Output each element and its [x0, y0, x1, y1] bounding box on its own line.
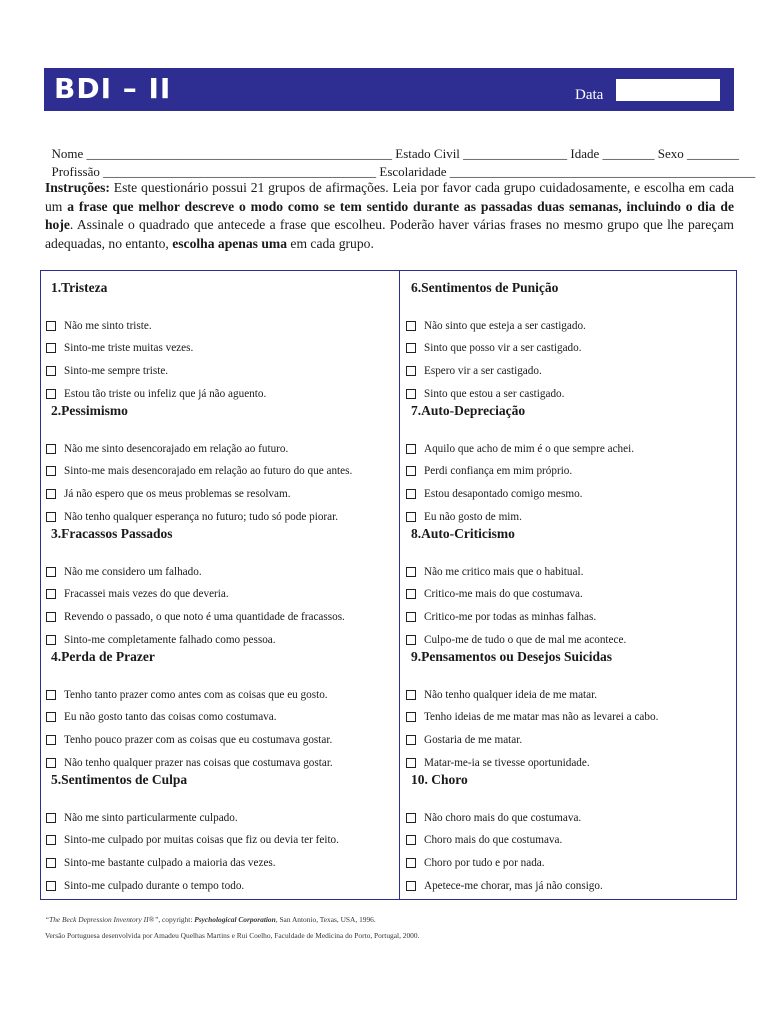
answer-option[interactable] — [406, 755, 590, 771]
answer-option-label: Tenho pouco prazer com as coisas que eu costumava gostar. — [64, 734, 333, 746]
answer-option-label: Sinto que posso vir a ser castigado. — [424, 342, 582, 354]
answer-option[interactable] — [406, 441, 634, 457]
form-title: BDI – II — [54, 72, 172, 105]
answer-option-label: Não sinto que esteja a ser castigado. — [424, 320, 586, 332]
answer-option[interactable] — [46, 732, 332, 748]
answer-option[interactable] — [46, 564, 202, 580]
checkbox[interactable] — [46, 858, 56, 868]
civil-status-field[interactable]: ________________ — [463, 146, 568, 161]
education-label: Escolaridade — [376, 164, 450, 179]
answer-option-label: Sinto que estou a ser castigado. — [424, 388, 565, 400]
answer-option-label: Não me critico mais que o habitual. — [424, 566, 584, 578]
answer-option-label: Eu não gosto tanto das coisas como costumava. — [64, 711, 277, 723]
answer-option-label: Sinto-me mais desencorajado em relação ao futuro do que antes. — [64, 465, 353, 477]
checkbox[interactable] — [406, 635, 416, 645]
checkbox[interactable] — [406, 589, 416, 599]
question-group-title: 3.Fracassos Passados — [51, 526, 173, 541]
answer-option-label: Não me sinto particularmente culpado. — [64, 812, 238, 824]
checkbox[interactable] — [406, 343, 416, 353]
checkbox[interactable] — [46, 813, 56, 823]
instructions — [45, 179, 734, 253]
answer-option-label: Sinto-me culpado por muitas coisas que fiz ou devia ter feito. — [64, 834, 339, 846]
footer-inventory-name: “The Beck Depression Inventory II®” — [45, 915, 159, 924]
answer-option[interactable] — [46, 318, 152, 334]
profession-field[interactable]: __________________________________________ — [103, 164, 377, 179]
answer-option-label: Eu não gosto de mim. — [424, 511, 522, 523]
checkbox[interactable] — [46, 735, 56, 745]
answer-option[interactable] — [406, 810, 581, 826]
footer-copyright — [45, 915, 376, 924]
answer-option[interactable] — [46, 586, 229, 602]
answer-option[interactable] — [46, 810, 238, 826]
answer-option[interactable] — [406, 363, 542, 379]
answer-option[interactable] — [46, 878, 244, 894]
answer-option-label: Sinto-me completamente falhado como pessoa. — [64, 634, 276, 646]
answer-option[interactable] — [46, 632, 276, 648]
footer-translation: Versão Portuguesa desenvolvida por Amadeu Quelhas Martins e Rui Coelho, Faculdade de Medicina do Porto, Portugal, 2000. — [45, 931, 420, 940]
answer-option[interactable] — [406, 509, 522, 525]
answer-option-label: Sinto-me triste muitas vezes. — [64, 342, 194, 354]
answer-option-label: Não tenho qualquer esperança no futuro; tudo só pode piorar. — [64, 511, 339, 523]
answer-option-label: Sinto-me sempre triste. — [64, 365, 169, 377]
answer-option-label: Aquilo que acho de mim é o que sempre achei. — [424, 443, 635, 455]
question-group-title: 7.Auto-Depreciação — [411, 403, 526, 418]
answer-option[interactable] — [46, 755, 333, 771]
checkbox[interactable] — [406, 489, 416, 499]
answer-option[interactable] — [406, 687, 597, 703]
answer-option[interactable] — [406, 586, 583, 602]
name-field[interactable]: _______________________________________________ — [86, 146, 393, 161]
answer-option-label: Não me sinto desencorajado em relação ao futuro. — [64, 443, 289, 455]
checkbox[interactable] — [46, 366, 56, 376]
profession-label: Profissão — [51, 164, 104, 179]
education-field[interactable]: _______________________________________________ — [449, 164, 756, 179]
checkbox[interactable] — [406, 366, 416, 376]
answer-option-label: Estou tão triste ou infeliz que já não aguento. — [64, 388, 267, 400]
date-label: Data — [575, 87, 604, 103]
answer-option-label: Choro mais do que costumava. — [424, 834, 563, 846]
answer-option[interactable] — [46, 463, 352, 479]
checkbox[interactable] — [46, 635, 56, 645]
checkbox[interactable] — [46, 835, 56, 845]
checkbox[interactable] — [406, 735, 416, 745]
question-group-title: 5.Sentimentos de Culpa — [51, 772, 188, 787]
answer-option-label: Critico-me mais do que costumava. — [424, 588, 583, 600]
answer-option[interactable] — [406, 386, 564, 402]
checkbox[interactable] — [46, 489, 56, 499]
answer-option[interactable] — [406, 340, 582, 356]
answer-option[interactable] — [46, 509, 338, 525]
checkbox[interactable] — [406, 321, 416, 331]
answer-option-label: Fracassei mais vezes do que deveria. — [64, 588, 229, 600]
answer-option[interactable] — [406, 463, 572, 479]
answer-option[interactable] — [46, 386, 266, 402]
checkbox[interactable] — [46, 343, 56, 353]
sex-label: Sexo — [654, 146, 688, 161]
checkbox[interactable] — [406, 612, 416, 622]
answer-option[interactable] — [406, 832, 562, 848]
answer-option-label: Apetece-me chorar, mas já não consigo. — [424, 880, 603, 892]
answer-option-label: Não me sinto triste. — [64, 320, 152, 332]
age-field[interactable]: ________ — [602, 146, 655, 161]
answer-option-label: Choro por tudo e por nada. — [424, 857, 545, 869]
checkbox[interactable] — [406, 690, 416, 700]
answer-option-label: Revendo o passado, o que noto é uma quantidade de fracassos. — [64, 611, 345, 623]
answer-option[interactable] — [406, 878, 603, 894]
checkbox[interactable] — [46, 712, 56, 722]
answer-option-label: Perdi confiança em mim próprio. — [424, 465, 573, 477]
answer-option-label: Não choro mais do que costumava. — [424, 812, 582, 824]
form-line-2 — [45, 148, 756, 180]
question-group-title: 6.Sentimentos de Punição — [411, 280, 559, 295]
checkbox[interactable] — [406, 567, 416, 577]
question-group-title: 9.Pensamentos ou Desejos Suicidas — [411, 649, 613, 664]
answer-option[interactable] — [46, 486, 291, 502]
checkbox[interactable] — [406, 512, 416, 522]
answer-option-label: Matar-me-ia se tivesse oportunidade. — [424, 757, 590, 769]
instructions-label: Instruções: — [45, 180, 110, 195]
checkbox[interactable] — [406, 858, 416, 868]
question-group-title: 10. Choro — [411, 772, 468, 787]
checkbox[interactable] — [46, 512, 56, 522]
answer-option[interactable] — [46, 855, 276, 871]
answer-option-label: Não tenho qualquer ideia de me matar. — [424, 689, 598, 701]
answer-option-label: Critico-me por todas as minhas falhas. — [424, 611, 597, 623]
answer-option[interactable] — [406, 632, 626, 648]
answer-option[interactable] — [406, 318, 586, 334]
answer-option-label: Sinto-me culpado durante o tempo todo. — [64, 880, 245, 892]
answer-option[interactable] — [46, 340, 193, 356]
checkbox[interactable] — [46, 466, 56, 476]
question-group-title: 8.Auto-Criticismo — [411, 526, 515, 541]
checkbox[interactable] — [46, 758, 56, 768]
checkbox[interactable] — [46, 881, 56, 891]
checkbox[interactable] — [406, 813, 416, 823]
answer-option[interactable] — [46, 832, 339, 848]
instructions-text-3: em cada grupo. — [287, 235, 374, 251]
answer-option-label: Sinto-me bastante culpado a maioria das vezes. — [64, 857, 276, 869]
footer-location: , San Antonio, Texas, USA, 1996. — [275, 915, 376, 924]
answer-option-label: Estou desapontado comigo mesmo. — [424, 488, 583, 500]
civil-status-label: Estado Civil — [392, 146, 464, 161]
answer-option[interactable] — [46, 363, 168, 379]
answer-option-label: Não tenho qualquer prazer nas coisas que costumava gostar. — [64, 757, 333, 769]
column-divider — [399, 270, 400, 900]
answer-option[interactable] — [406, 732, 522, 748]
checkbox[interactable] — [46, 589, 56, 599]
answer-option[interactable] — [46, 441, 288, 457]
checkbox[interactable] — [406, 881, 416, 891]
answer-option-label: Já não espero que os meus problemas se resolvam. — [64, 488, 291, 500]
checkbox[interactable] — [46, 612, 56, 622]
date-field[interactable] — [616, 79, 720, 101]
answer-option[interactable] — [406, 855, 545, 871]
answer-option[interactable] — [46, 609, 345, 625]
footer-publisher: Psychological Corporation — [194, 915, 276, 924]
instructions-emphasis-1: a frase que melhor descreve o modo como se tem sentido durante as passadas duas semanas, incluindo o dia de hoje — [45, 198, 734, 232]
instructions-emphasis-2: escolha apenas uma — [172, 235, 288, 251]
answer-option-label: Não me considero um falhado. — [64, 566, 202, 578]
answer-option[interactable] — [406, 709, 658, 725]
checkbox[interactable] — [406, 835, 416, 845]
checkbox[interactable] — [46, 389, 56, 399]
instructions-text-2: . Assinale o quadrado que antecede a frase que escolheu. Poderão haver várias frases no mesmo grupo que lhe pareçam adequadas, no entanto, — [45, 217, 734, 251]
answer-option-label: Culpo-me de tudo o que de mal me acontece. — [424, 634, 627, 646]
checkbox[interactable] — [406, 444, 416, 454]
instructions-text-1: Este questionário possui 21 grupos de afirmações. Leia por favor cada grupo cuidadosamente, e escolha em cada um — [45, 180, 734, 214]
answer-option[interactable] — [46, 709, 277, 725]
checkbox[interactable] — [406, 758, 416, 768]
checkbox[interactable] — [46, 321, 56, 331]
checkbox[interactable] — [406, 389, 416, 399]
question-group-title: 4.Perda de Prazer — [51, 649, 155, 664]
question-group-title: 1.Tristeza — [51, 280, 108, 295]
answer-option[interactable] — [406, 609, 596, 625]
checkbox[interactable] — [406, 466, 416, 476]
answer-option-label: Tenho tanto prazer como antes com as coisas que eu gosto. — [64, 689, 328, 701]
sex-field[interactable]: ________ — [687, 146, 740, 161]
answer-option-label: Tenho ideias de me matar mas não as levarei a cabo. — [424, 711, 659, 723]
checkbox[interactable] — [406, 712, 416, 722]
age-label: Idade — [567, 146, 603, 161]
question-group-title: 2.Pessimismo — [51, 403, 128, 418]
answer-option-label: Gostaria de me matar. — [424, 734, 523, 746]
answer-option[interactable] — [406, 486, 582, 502]
checkbox[interactable] — [46, 567, 56, 577]
answer-option[interactable] — [46, 687, 328, 703]
answer-option[interactable] — [406, 564, 583, 580]
answer-option-label: Espero vir a ser castigado. — [424, 365, 542, 377]
checkbox[interactable] — [46, 690, 56, 700]
footer-copyright-text: , copyright: — [158, 915, 195, 924]
header-bar — [44, 68, 734, 111]
name-label: Nome — [51, 146, 87, 161]
checkbox[interactable] — [46, 444, 56, 454]
